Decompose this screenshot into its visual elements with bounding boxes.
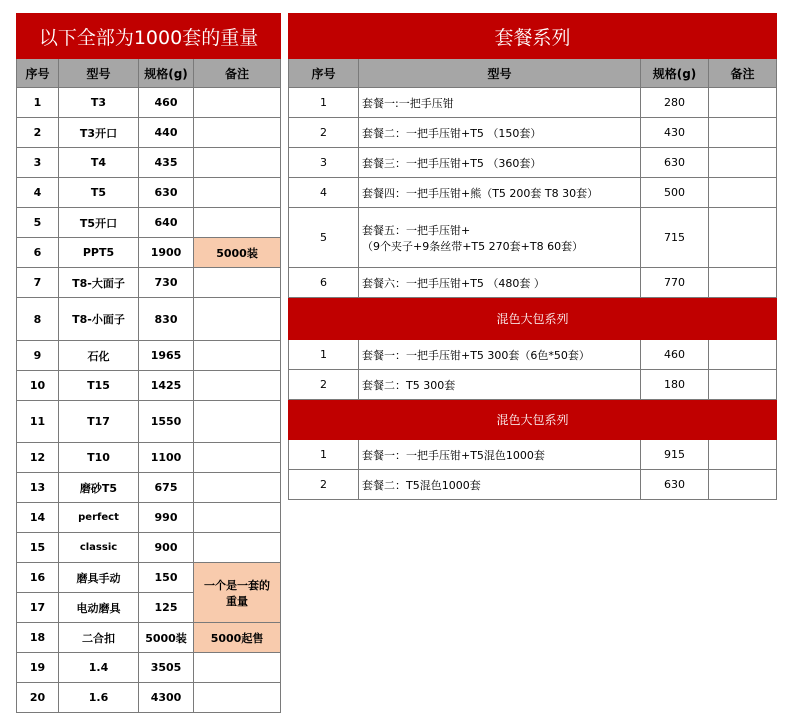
row-model: 磨具手动 xyxy=(59,563,139,593)
row-weight: 1550 xyxy=(139,401,194,443)
row-note xyxy=(709,370,777,400)
row-note xyxy=(194,371,281,401)
row-note xyxy=(709,268,777,298)
table-row xyxy=(17,533,281,563)
row-model: 套餐三：一把手压钳+T5 （360套） xyxy=(359,148,641,178)
row-note xyxy=(194,178,281,208)
table-row xyxy=(17,88,281,118)
row-note xyxy=(194,533,281,563)
row-note xyxy=(709,88,777,118)
row-no: 11 xyxy=(17,401,59,443)
table-row xyxy=(17,178,281,208)
row-note xyxy=(709,470,777,500)
row-weight: 430 xyxy=(641,118,709,148)
row-model: classic xyxy=(59,533,139,563)
row-weight: 770 xyxy=(641,268,709,298)
row-no: 19 xyxy=(17,653,59,683)
row-weight: 180 xyxy=(641,370,709,400)
row-no: 2 xyxy=(289,470,359,500)
table-row xyxy=(17,341,281,371)
table-row xyxy=(289,118,777,148)
col-header-no: 序号 xyxy=(289,59,359,88)
table-row xyxy=(17,208,281,238)
row-model: T5 xyxy=(59,178,139,208)
row-no: 1 xyxy=(289,88,359,118)
col-header-weight: 规格(g) xyxy=(139,59,194,88)
table-row xyxy=(17,118,281,148)
row-note xyxy=(709,148,777,178)
row-no: 2 xyxy=(289,118,359,148)
row-model: T15 xyxy=(59,371,139,401)
row-model: 套餐二：T5混色1000套 xyxy=(359,470,641,500)
package-table-title: 套餐系列 xyxy=(289,14,777,59)
row-weight: 1100 xyxy=(139,443,194,473)
table-row xyxy=(289,88,777,118)
row-model: T3 xyxy=(59,88,139,118)
row-weight: 280 xyxy=(641,88,709,118)
table-row xyxy=(17,653,281,683)
row-model: 磨砂T5 xyxy=(59,473,139,503)
row-no: 12 xyxy=(17,443,59,473)
table-row xyxy=(17,683,281,713)
row-weight: 125 xyxy=(139,593,194,623)
row-no: 3 xyxy=(289,148,359,178)
table-row xyxy=(17,563,281,593)
row-model: T5开口 xyxy=(59,208,139,238)
row-note xyxy=(194,88,281,118)
row-note-merged: 一个是一套的重量 xyxy=(194,563,281,623)
row-no: 2 xyxy=(17,118,59,148)
row-note xyxy=(194,473,281,503)
row-weight: 4300 xyxy=(139,683,194,713)
row-model: 套餐一：一把手压钳+T5混色1000套 xyxy=(359,440,641,470)
row-no: 6 xyxy=(289,268,359,298)
col-header-note: 备注 xyxy=(709,59,777,88)
table-row xyxy=(17,238,281,268)
row-weight: 440 xyxy=(139,118,194,148)
row-note xyxy=(194,268,281,298)
row-note xyxy=(194,208,281,238)
row-weight: 5000装 xyxy=(139,623,194,653)
row-weight: 500 xyxy=(641,178,709,208)
row-no: 10 xyxy=(17,371,59,401)
row-note: 5000起售 xyxy=(194,623,281,653)
weight-table-title: 以下全部为1000套的重量 xyxy=(17,14,281,59)
row-weight: 460 xyxy=(139,88,194,118)
row-no: 18 xyxy=(17,623,59,653)
row-note xyxy=(709,118,777,148)
row-model: 套餐六：一把手压钳+T5 （480套 ） xyxy=(359,268,641,298)
row-model: perfect xyxy=(59,503,139,533)
row-note xyxy=(194,341,281,371)
row-no: 1 xyxy=(289,340,359,370)
table-row xyxy=(17,371,281,401)
table-row xyxy=(289,148,777,178)
table-row xyxy=(289,440,777,470)
row-model: 石化 xyxy=(59,341,139,371)
row-model: T8-小面子 xyxy=(59,298,139,341)
row-note xyxy=(709,340,777,370)
row-no: 9 xyxy=(17,341,59,371)
table-row xyxy=(289,340,777,370)
row-model: T4 xyxy=(59,148,139,178)
row-model: 套餐一：一把手压钳+T5 300套（6色*50套） xyxy=(359,340,641,370)
row-no: 20 xyxy=(17,683,59,713)
row-note xyxy=(194,401,281,443)
row-weight: 1900 xyxy=(139,238,194,268)
row-note xyxy=(194,118,281,148)
row-model: 套餐四：一把手压钳+熊（T5 200套 T8 30套） xyxy=(359,178,641,208)
row-no: 8 xyxy=(17,298,59,341)
row-weight: 460 xyxy=(641,340,709,370)
table-row xyxy=(17,148,281,178)
row-weight: 1965 xyxy=(139,341,194,371)
row-no: 13 xyxy=(17,473,59,503)
table-row xyxy=(289,178,777,208)
row-weight: 900 xyxy=(139,533,194,563)
row-note xyxy=(194,148,281,178)
row-weight: 675 xyxy=(139,473,194,503)
row-model-line1: 套餐五：一把手压钳+ xyxy=(362,223,471,237)
col-header-weight: 规格(g) xyxy=(641,59,709,88)
row-no: 17 xyxy=(17,593,59,623)
row-note: 5000装 xyxy=(194,238,281,268)
row-model-line2: （9个夹子+9条丝带+T5 270套+T8 60套） xyxy=(362,239,584,253)
mixed-pack-section-title: 混色大包系列 xyxy=(289,298,777,340)
row-no: 4 xyxy=(17,178,59,208)
row-model: 套餐二：一把手压钳+T5 （150套） xyxy=(359,118,641,148)
row-weight: 630 xyxy=(641,470,709,500)
row-model: T10 xyxy=(59,443,139,473)
col-header-model: 型号 xyxy=(59,59,139,88)
row-weight: 1425 xyxy=(139,371,194,401)
row-no: 1 xyxy=(17,88,59,118)
row-no: 15 xyxy=(17,533,59,563)
row-model: 1.6 xyxy=(59,683,139,713)
row-model xyxy=(359,208,641,268)
row-model: PPT5 xyxy=(59,238,139,268)
row-no: 5 xyxy=(17,208,59,238)
row-note xyxy=(709,178,777,208)
table-row xyxy=(289,268,777,298)
col-header-model: 型号 xyxy=(359,59,641,88)
row-model: T17 xyxy=(59,401,139,443)
row-note xyxy=(194,503,281,533)
table-row xyxy=(289,370,777,400)
package-table xyxy=(288,13,777,500)
row-weight: 630 xyxy=(641,148,709,178)
row-note xyxy=(709,440,777,470)
row-weight: 3505 xyxy=(139,653,194,683)
row-weight: 715 xyxy=(641,208,709,268)
row-no: 3 xyxy=(17,148,59,178)
row-no: 7 xyxy=(17,268,59,298)
col-header-note: 备注 xyxy=(194,59,281,88)
row-weight: 640 xyxy=(139,208,194,238)
row-model: T8-大面子 xyxy=(59,268,139,298)
row-weight: 150 xyxy=(139,563,194,593)
weight-table xyxy=(16,13,281,713)
row-no: 16 xyxy=(17,563,59,593)
row-model: 电动磨具 xyxy=(59,593,139,623)
row-weight: 435 xyxy=(139,148,194,178)
table-row xyxy=(17,503,281,533)
mixed-pack-section-title-2: 混色大包系列 xyxy=(289,400,777,440)
row-weight: 730 xyxy=(139,268,194,298)
row-no: 6 xyxy=(17,238,59,268)
row-no: 1 xyxy=(289,440,359,470)
col-header-no: 序号 xyxy=(17,59,59,88)
row-note xyxy=(194,298,281,341)
row-note xyxy=(194,443,281,473)
row-model: 套餐二：T5 300套 xyxy=(359,370,641,400)
table-row xyxy=(17,268,281,298)
row-model: T3开口 xyxy=(59,118,139,148)
row-note xyxy=(709,208,777,268)
row-model: 套餐一:一把手压钳 xyxy=(359,88,641,118)
row-model: 1.4 xyxy=(59,653,139,683)
row-no: 2 xyxy=(289,370,359,400)
table-row xyxy=(17,443,281,473)
row-weight: 915 xyxy=(641,440,709,470)
table-row xyxy=(289,470,777,500)
row-no: 5 xyxy=(289,208,359,268)
row-no: 14 xyxy=(17,503,59,533)
row-weight: 630 xyxy=(139,178,194,208)
row-note xyxy=(194,683,281,713)
table-row xyxy=(289,208,777,268)
row-weight: 830 xyxy=(139,298,194,341)
row-no: 4 xyxy=(289,178,359,208)
row-weight: 990 xyxy=(139,503,194,533)
table-row xyxy=(17,473,281,503)
table-row xyxy=(17,298,281,341)
table-row xyxy=(17,401,281,443)
row-model: 二合扣 xyxy=(59,623,139,653)
table-row xyxy=(17,623,281,653)
row-note xyxy=(194,653,281,683)
